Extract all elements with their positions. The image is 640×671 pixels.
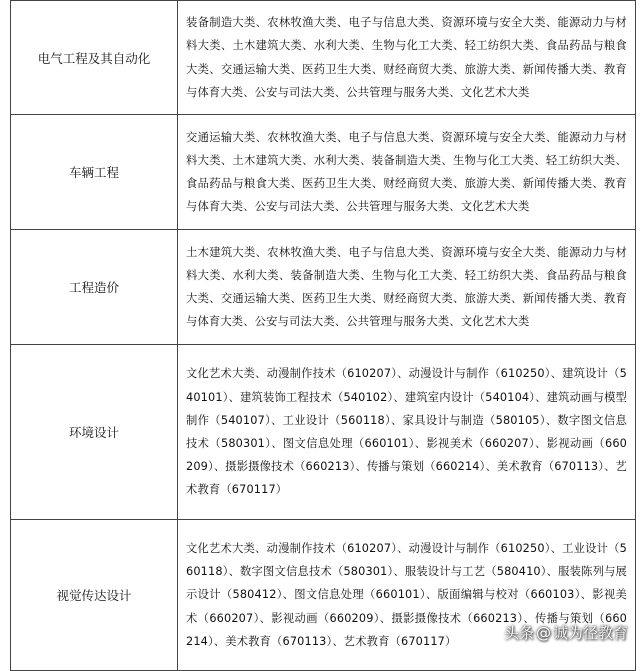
major-name-cell: 车辆工程 [11,115,178,230]
watermark [504,622,628,643]
eligible-categories-cell: 土木建筑大类、农林牧渔大类、电子与信息大类、资源环境与安全大类、能源动力与材料大类、水利大类、装备制造大类、生物与化工大类、轻工纺织大类、食品药品与粮食大类、交通运输大类、医药卫生大类、财经商贸大类、旅游大类、新闻传播大类、教育与体育大类、公安与司法大类、公共管理与服务大类、文化艺术大类 [178,230,636,345]
major-name-cell: 环境设计 [11,345,178,520]
majors-table [10,0,636,671]
watermark-at: @ [535,623,551,642]
eligible-categories-cell: 装备制造大类、农林牧渔大类、电子与信息大类、资源环境与安全大类、能源动力与材料大类、土木建筑大类、水利大类、生物与化工大类、轻工纺织大类、食品药品与粮食大类、交通运输大类、医药卫生大类、财经商贸大类、旅游大类、新闻传播大类、教育与体育大类、公安与司法大类、公共管理与服务大类、文化艺术大类 [178,1,636,115]
table-row [11,230,636,345]
eligible-categories-cell: 交通运输大类、农林牧渔大类、电子与信息大类、资源环境与安全大类、能源动力与材料大类、土木建筑大类、水利大类、装备制造大类、生物与化工大类、轻工纺织大类、食品药品与粮食大类、医药卫生大类、财经商贸大类、旅游大类、新闻传播大类、教育与体育大类、公安与司法大类、公共管理与服务大类、文化艺术大类 [178,115,636,230]
table-row [11,115,636,230]
major-name-cell: 电气工程及其自动化 [11,1,178,115]
watermark-prefix: 头条 [503,624,534,642]
table-row [11,520,636,671]
eligible-categories-cell: 文化艺术大类、动漫制作技术（610207）、动漫设计与制作（610250）、建筑设计（540101）、建筑装饰工程技术（540102）、建筑室内设计（540104）、建筑动画与模型制作（540107）、工业设计（560118）、家具设计与制造（580105）、数字图文信息技术（580301）、图文信息处理（660101）、影视美术（660207）、影视动画（660209）、摄影摄像技术（660213）、传播与策划（660214）、美术教育（670113）、艺术教育（670117） [178,345,636,520]
major-name-cell: 视觉传达设计 [11,520,178,671]
major-name-cell: 工程造价 [11,230,178,345]
table-row [11,345,636,520]
eligible-categories-cell: 文化艺术大类、动漫制作技术（610207）、动漫设计与制作（610250）、工业设计（560118）、数字图文信息技术（580301）、服装设计与工艺（580410）、服装陈列与展示设计（580412）、图文信息处理（660101）、版面编辑与校对（660103）、影视美术（660207）、影视动画（660209）、摄影摄像技术（660213）、传播与策划（660214）、美术教育（670113）、艺术教育（670117） [178,520,636,671]
watermark-author: 诚为径教育 [552,624,628,642]
table-row [11,1,636,115]
